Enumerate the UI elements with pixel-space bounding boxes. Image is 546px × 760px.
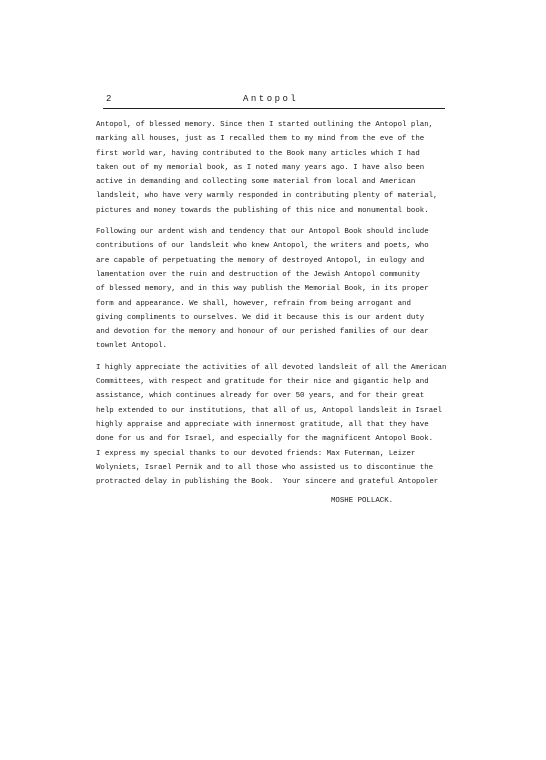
text-line: pictures and money towards the publishing of this nice and monumental book. (96, 206, 429, 215)
signature: MOSHE POLLACK. (331, 497, 394, 505)
text-line: done for us and for Israel, and especially for the magnificent Antopol Book. (96, 435, 434, 444)
paragraph-1 (96, 118, 458, 218)
text-line: I highly appreciate the activities of all devoted landsleit of all the American (96, 363, 447, 372)
text-line: and devotion for the memory and honour of our perished families of our dear (96, 328, 429, 337)
paragraph-2 (96, 225, 458, 354)
text-line: landsleit, who have very warmly responded in contributing plenty of material, (96, 192, 438, 201)
text-line: help extended to our institutions, that all of us, Antopol landsleit in Israel (96, 406, 442, 415)
text-line: Wolyniets, Israel Pernik and to all those who assisted us to discontinue the (96, 463, 434, 472)
text-line: active in demanding and collecting some material from local and American (96, 178, 416, 187)
text-line: Following our ardent wish and tendency that our Antopol Book should include (96, 228, 429, 237)
text-line: Antopol, of blessed memory. Since then I started outlining the Antopol plan, (96, 121, 434, 129)
text-line: assistance, which continues already for over 50 years, and for their great (96, 392, 425, 401)
closing-line: Your sincere and grateful Antopoler (283, 478, 439, 486)
paragraph-3 (96, 361, 458, 490)
body-text (96, 118, 458, 496)
text-line: of blessed memory, and in this way publish the Memorial Book, in its proper (96, 285, 429, 294)
text-line: first world war, having contributed to the Book many articles which I had (96, 149, 420, 158)
page-number: 2 (106, 94, 113, 104)
text-line: highly appraise and appreciate with innermost gratitude, all that they have (96, 420, 429, 429)
text-line: taken out of my memorial book, as I noted many years ago. I have also been (96, 163, 425, 172)
text-line: form and appearance. We shall, however, refrain from being arrogant and (96, 299, 411, 308)
text-line: townlet Antopol. (96, 342, 167, 351)
text-line: Committees, with respect and gratitude for their nice and gigantic help and (96, 378, 429, 387)
text-line: are capable of perpetuating the memory of destroyed Antopol, in eulogy and (96, 256, 425, 265)
page-header (103, 94, 445, 109)
text-line: giving compliments to ourselves. We did it because this is our ardent duty (96, 313, 425, 322)
text-line: lamentation over the ruin and destruction of the Jewish Antopol community (96, 270, 420, 279)
text-line: contributions of our landsleit who knew Antopol, the writers and poets, who (96, 242, 429, 251)
text-line: I express my special thanks to our devoted friends: Max Futerman, Leizer (96, 449, 416, 458)
running-title: Antopol (243, 94, 299, 104)
text-line: marking all houses, just as I recalled them to my mind from the eve of the (96, 135, 425, 144)
text-line: protracted delay in publishing the Book. (96, 478, 274, 487)
